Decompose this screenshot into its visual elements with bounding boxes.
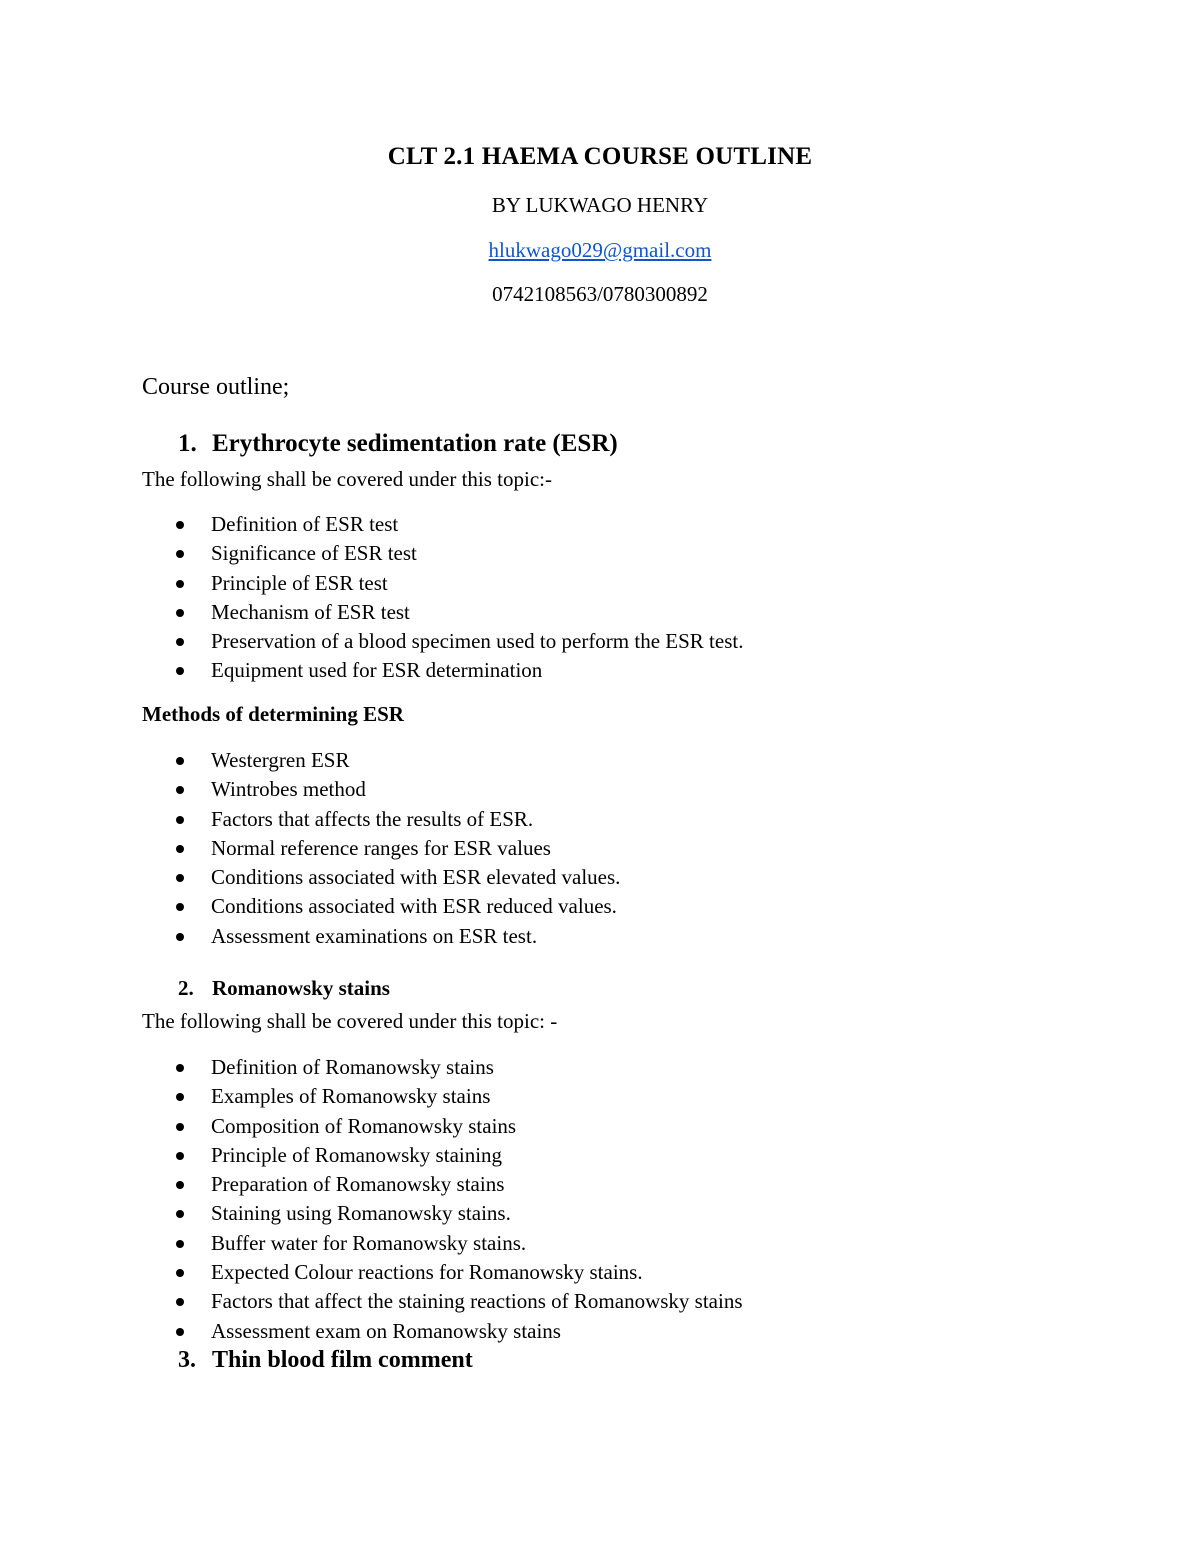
email-container: [0, 238, 1200, 263]
bullet-icon: [176, 816, 184, 824]
bullet-icon: [176, 874, 184, 882]
author-line: BY LUKWAGO HENRY: [491, 193, 709, 217]
bullet-icon: [176, 1269, 184, 1277]
bullet-icon: [176, 1240, 184, 1248]
section-1-subheading: Methods of determining ESR: [142, 702, 404, 726]
bullet-icon: [176, 1093, 184, 1101]
bullet-icon: [176, 521, 184, 529]
section-2-heading: [178, 976, 390, 1001]
bullet-icon: [176, 1064, 184, 1072]
bullet-icon: [176, 933, 184, 941]
bullet-icon: [176, 580, 184, 588]
section-3-number: 3.: [178, 1347, 196, 1373]
bullet-icon: [176, 638, 184, 646]
bullet-icon: [176, 1328, 184, 1336]
bullet-icon: [176, 1181, 184, 1189]
document-page: CLT 2.1 HAEMA COURSE OUTLINE BY LUKWAGO HENRY hlukwago029@gmail.com 0742108563/0780300892 Course outline; 1. Erythrocyte sedimentation rate (ESR) The following shall be covered under this topic:- Definition of ESR test Significance of ESR test Principle of ESR test Mechanism of ESR test Preservation of a blood specimen used to perform the ESR test. Equipment used for ESR determination Methods of determining ESR Westergren ESR Wintrobes method Factors that affects the results of ESR. Normal reference ranges for ESR values Conditions associated with ESR elevated values. Conditions associated with ESR reduced values. Assessment examinations on ESR test. 2. Romanowsky stains The following shall be covered under this topic: - Definition of Romanowsky stains Examples of Romanowsky stains Composition of Romanowsky stains Principle of Romanowsky staining Preparation of Romanowsky stains Staining using Romanowsky stains. Buffer water for Romanowsky stains. Expected Colour reactions for Romanowsky stains. Factors that affect the staining reactions of Romanowsky stains Assessment exam on Romanowsky stains 3. Thin blood film comment: [0, 0, 1200, 1553]
bullet-icon: [176, 609, 184, 617]
bullet-icon: [176, 786, 184, 794]
bullet-icon: [176, 845, 184, 853]
section-2-title: Romanowsky stains: [212, 976, 390, 1000]
bullet-icon: [176, 1123, 184, 1131]
bullet-icon: [176, 550, 184, 558]
bullet-icon: [176, 1298, 184, 1306]
section-3-heading: [178, 1347, 473, 1374]
section-2-intro: The following shall be covered under this topic: -: [142, 1009, 558, 1033]
bullet-icon: [176, 1210, 184, 1218]
section-2-number: 2.: [178, 976, 194, 1000]
bullet-icon: [176, 757, 184, 765]
bullet-icon: [176, 1152, 184, 1160]
bullet-icon: [176, 667, 184, 675]
course-outline-label: Course outline;: [142, 374, 290, 400]
section-3-title: Thin blood film comment: [212, 1347, 473, 1373]
section-1-intro: The following shall be covered under this topic:-: [142, 467, 552, 491]
section-1-number: 1.: [178, 430, 197, 457]
phone-numbers: 0742108563/0780300892: [492, 282, 708, 306]
email-link[interactable]: hlukwago029@gmail.com: [488, 238, 712, 262]
section-1-heading: [178, 430, 618, 458]
bullet-icon: [176, 903, 184, 911]
document-title: CLT 2.1 HAEMA COURSE OUTLINE: [387, 143, 813, 170]
section-1-title: Erythrocyte sedimentation rate (ESR): [212, 430, 618, 457]
